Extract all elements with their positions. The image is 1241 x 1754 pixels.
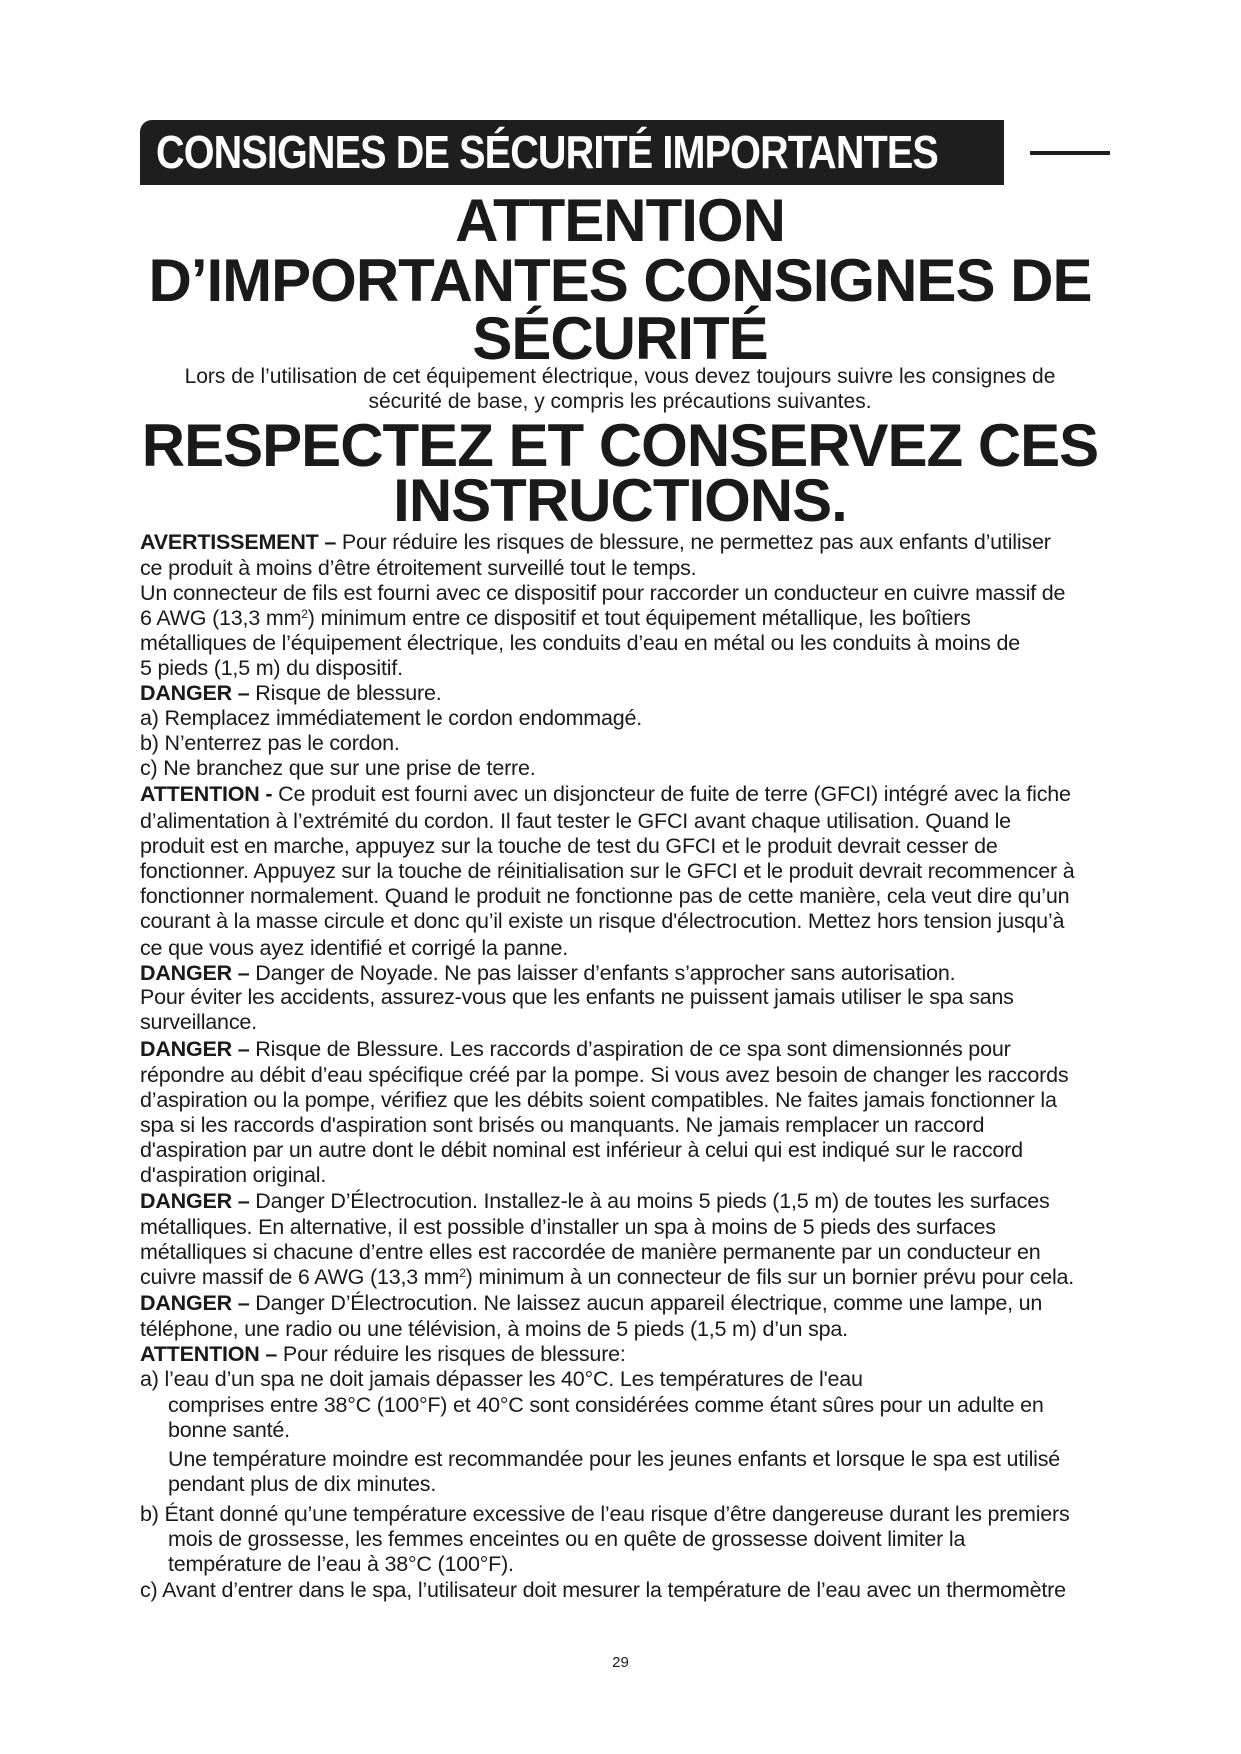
attention-1-line-5: fonctionner normalement. Quand le produit ne fonctionne pas de cette manière, cela veut dire qu’un bbox=[140, 884, 1070, 908]
respect-heading-line-2: INSTRUCTIONS. bbox=[393, 467, 847, 534]
intro-line-1: Lors de l’utilisation de cet équipement électrique, vous devez toujours suivre les consignes de bbox=[184, 365, 1056, 388]
warning-text: Pour réduire les risques de blessure, ne permettez pas aux enfants d’utiliser bbox=[336, 530, 1051, 554]
item-a-line-5: pendant plus de dix minutes. bbox=[168, 1472, 437, 1496]
danger-3-line-4: spa si les raccords d'aspiration sont brisés ou manquants. Ne jamais remplacer un raccord bbox=[140, 1113, 985, 1137]
danger-2-line-2: Pour éviter les accidents, assurez-vous que les enfants ne puissent jamais utiliser le spa sans bbox=[140, 985, 1014, 1009]
danger-5-text: Danger D’Électrocution. Ne laissez aucun appareil électrique, comme une lampe, un bbox=[249, 1291, 1043, 1315]
danger-3-line-1 bbox=[140, 1036, 1011, 1062]
danger-2-text: Danger de Noyade. Ne pas laisser d’enfants s’approcher sans autorisation. bbox=[249, 961, 956, 985]
item-b-line-2: mois de grossesse, les femmes enceintes ou en quête de grossesse doivent limiter la bbox=[168, 1527, 966, 1551]
connector-line-3: métalliques de l’équipement électrique, les conduits d’eau en métal ou les conduits à moins de bbox=[140, 631, 1020, 655]
respect-heading-line-1: RESPECTEZ ET CONSERVEZ CES bbox=[141, 412, 1099, 479]
connector-line-1: Un connecteur de fils est fourni avec ce dispositif pour raccorder un conducteur en cuivre massif de bbox=[140, 581, 1066, 605]
attention-label: ATTENTION - bbox=[140, 782, 273, 806]
danger-label: DANGER – bbox=[140, 1291, 250, 1315]
attention-heading-line-3: SÉCURITÉ bbox=[472, 305, 768, 372]
danger-label: DANGER – bbox=[140, 961, 250, 985]
warning-line-1 bbox=[140, 529, 1051, 555]
item-b-line-1: b) Étant donné qu’une température excessive de l’eau risque d’être dangereuse durant les premiers bbox=[140, 1502, 1070, 1526]
attention-1-line-6: courant à la masse circule et donc qu’il existe un risque d'électrocution. Mettez hors tension jusqu’à bbox=[140, 909, 1065, 933]
danger-label: DANGER – bbox=[140, 1189, 250, 1213]
danger-1-line-1 bbox=[140, 680, 442, 706]
danger-label: DANGER – bbox=[140, 1037, 250, 1061]
item-a-line-1: a) l’eau d’un spa ne doit jamais dépasser les 40°C. Les températures de l'eau bbox=[140, 1367, 863, 1391]
superscript-2: 2 bbox=[459, 1266, 466, 1280]
attention-1-line-7: ce que vous ayez identifié et corrigé la panne. bbox=[140, 936, 569, 960]
item-a-line-3: bonne santé. bbox=[168, 1418, 290, 1442]
item-a-line-4: Une température moindre est recommandée pour les jeunes enfants et lorsque le spa est utilisé bbox=[168, 1447, 1061, 1471]
connector-line-4: 5 pieds (1,5 m) du dispositif. bbox=[140, 656, 403, 680]
danger-5-line-1 bbox=[140, 1290, 1042, 1316]
warning-label: AVERTISSEMENT – bbox=[140, 530, 337, 554]
danger-1-item-b: b) N’enterrez pas le cordon. bbox=[140, 731, 400, 755]
item-c-line-1: c) Avant d’entrer dans le spa, l’utilisateur doit mesurer la température de l’eau avec un thermomètre bbox=[140, 1578, 1066, 1602]
attention-1-line-3: produit est en marche, appuyez sur la touche de test du GFCI et le produit devrait cesser de bbox=[140, 834, 998, 858]
item-b-line-3: température de l’eau à 38°C (100°F). bbox=[168, 1552, 514, 1576]
danger-1-item-c: c) Ne branchez que sur une prise de terre. bbox=[140, 756, 536, 780]
attention-heading-line-2: D’IMPORTANTES CONSIGNES DE bbox=[148, 247, 1092, 314]
attention-1-line-1 bbox=[140, 781, 1071, 807]
banner-title: CONSIGNES DE SÉCURITÉ IMPORTANTES bbox=[156, 126, 938, 178]
danger-3-line-5: d'aspiration par un autre dont le débit nominal est inférieur à celui qui est indiqué sur le raccord bbox=[140, 1138, 1023, 1162]
danger-2-line-3: surveillance. bbox=[140, 1010, 257, 1034]
attention-2-text: Pour réduire les risques de blessure: bbox=[277, 1342, 626, 1366]
section-banner bbox=[140, 120, 1004, 185]
danger-3-line-3: d’aspiration ou la pompe, vérifiez que les débits soient compatibles. Ne faites jamais fonctionner la bbox=[140, 1088, 1057, 1112]
item-a-line-2: comprises entre 38°C (100°F) et 40°C sont considérées comme étant sûres pour un adulte en bbox=[168, 1393, 1044, 1417]
banner-rule bbox=[1030, 151, 1110, 155]
connector-line-2 bbox=[140, 605, 971, 631]
danger-1-item-a: a) Remplacez immédiatement le cordon endommagé. bbox=[140, 706, 643, 730]
warning-line-2: ce produit à moins d’être étroitement surveillé tout le temps. bbox=[140, 556, 697, 580]
danger-3-line-6: d'aspiration original. bbox=[140, 1163, 327, 1187]
danger-4-text-b: ) minimum à un connecteur de fils sur un bornier prévu pour cela. bbox=[465, 1265, 1075, 1289]
danger-1-text: Risque de blessure. bbox=[249, 681, 442, 705]
attention-1-line-4: fonctionner. Appuyez sur la touche de réinitialisation sur le GFCI et le produit devrait recommencer à bbox=[140, 859, 1075, 883]
attention-1-text: Ce produit est fourni avec un disjoncteur de fuite de terre (GFCI) intégré avec la fiche bbox=[272, 782, 1071, 806]
connector-text-a: 6 AWG (13,3 mm bbox=[140, 606, 302, 630]
danger-5-line-2: téléphone, une radio ou une télévision, à moins de 5 pieds (1,5 m) d’un spa. bbox=[140, 1317, 848, 1341]
attention-1-line-2: d’alimentation à l’extrémité du cordon. Il faut tester le GFCI avant chaque utilisation. Quand le bbox=[140, 809, 1011, 833]
danger-4-line-3: métalliques si chacune d’entre elles est raccordée de manière permanente par un conducteur en bbox=[140, 1240, 1041, 1264]
danger-2-line-1 bbox=[140, 960, 955, 986]
danger-4-line-4 bbox=[140, 1264, 1074, 1290]
danger-4-line-1 bbox=[140, 1188, 1050, 1214]
attention-heading-line-1: ATTENTION bbox=[455, 187, 785, 254]
attention-2-line-1 bbox=[140, 1341, 626, 1367]
danger-4-line-2: métalliques. En alternative, il est possible d’installer un spa à moins de 5 pieds des surfaces bbox=[140, 1215, 996, 1239]
intro-line-2: sécurité de base, y compris les précautions suivantes. bbox=[368, 390, 872, 413]
superscript-2: 2 bbox=[301, 607, 308, 621]
attention-label: ATTENTION – bbox=[140, 1342, 278, 1366]
danger-4-text-a: cuivre massif de 6 AWG (13,3 mm bbox=[140, 1265, 460, 1289]
danger-label: DANGER – bbox=[140, 681, 250, 705]
danger-3-line-2: répondre au débit d’eau spécifique créé par la pompe. Si vous avez besoin de changer les raccords bbox=[140, 1063, 1069, 1087]
connector-text-b: ) minimum entre ce dispositif et tout équipement métallique, les boîtiers bbox=[307, 606, 971, 630]
page-number: 29 bbox=[612, 1654, 629, 1671]
danger-3-text: Risque de Blessure. Les raccords d’aspiration de ce spa sont dimensionnés pour bbox=[249, 1037, 1011, 1061]
danger-4-text: Danger D’Électrocution. Installez-le à au moins 5 pieds (1,5 m) de toutes les surfaces bbox=[249, 1189, 1050, 1213]
